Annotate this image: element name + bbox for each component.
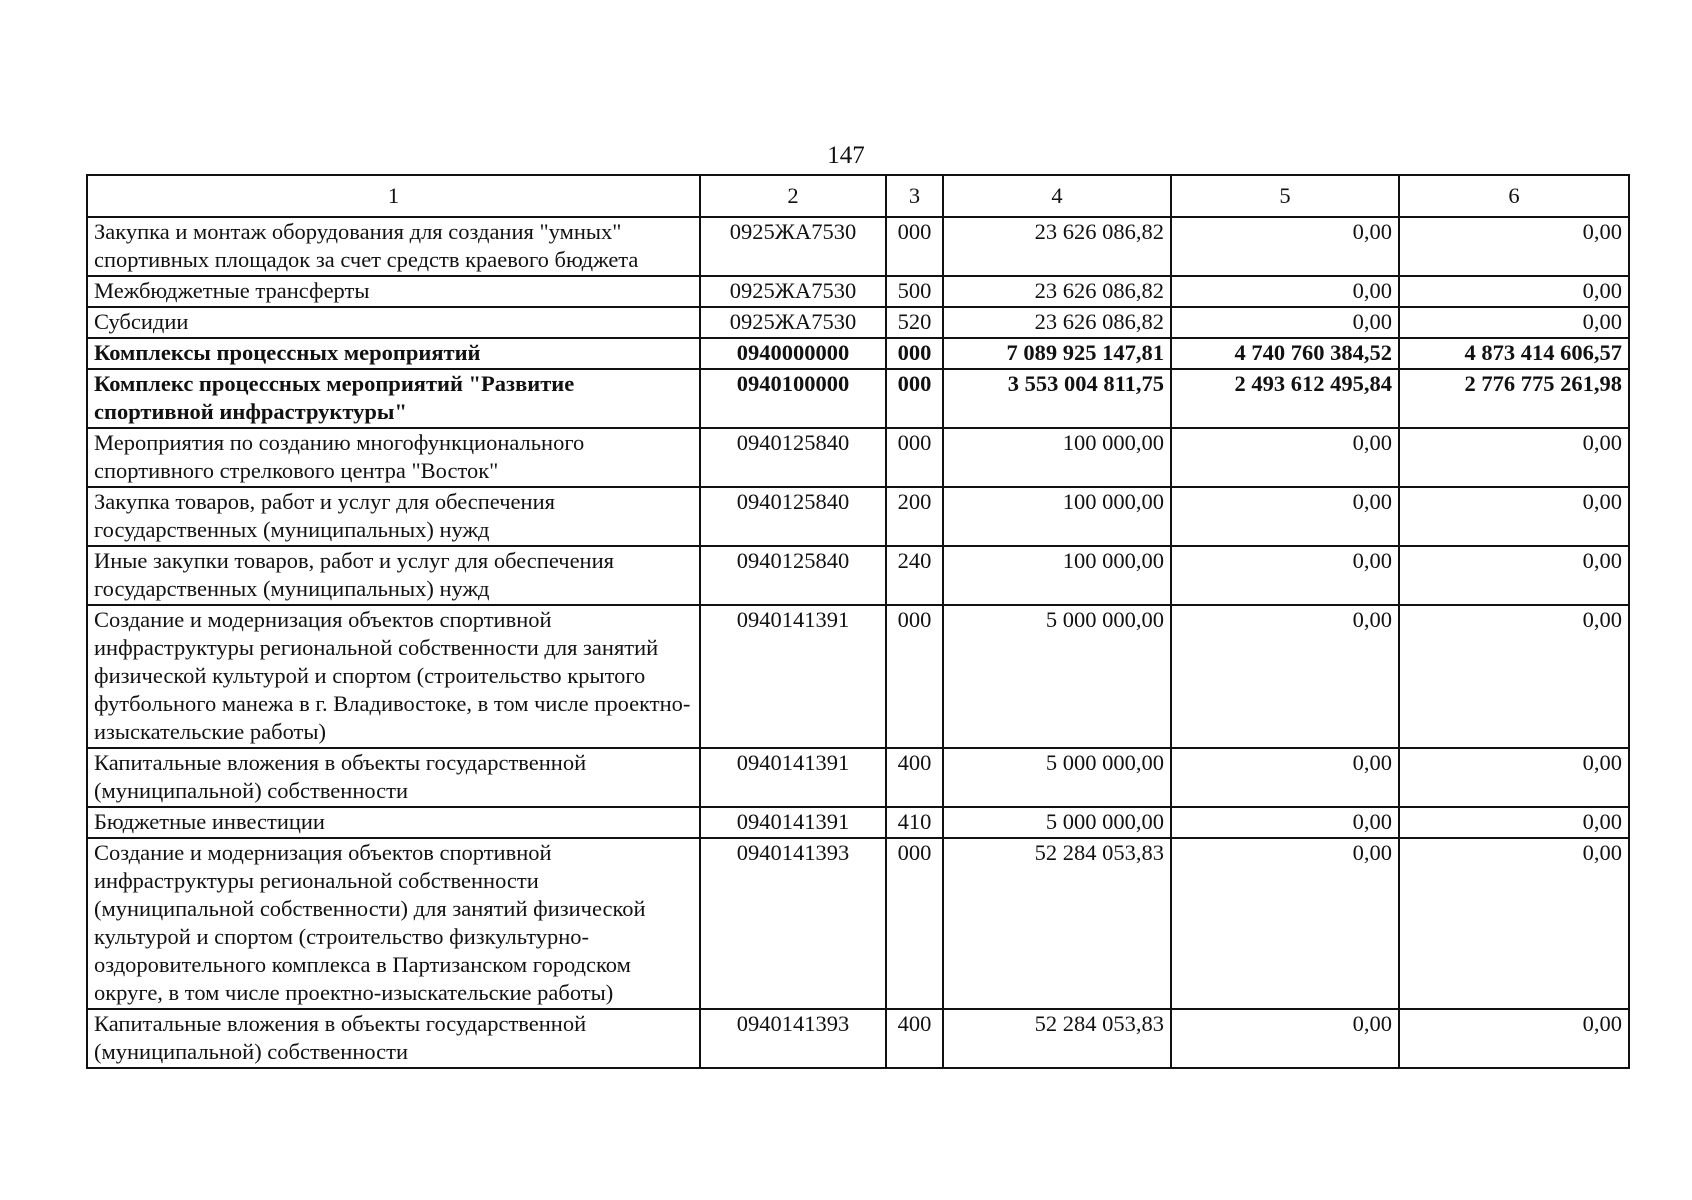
column-number-header-row xyxy=(87,175,1629,217)
row-type-cell: 000 xyxy=(886,217,943,276)
row-type-cell: 200 xyxy=(886,487,943,546)
row-code-cell: 0940125840 xyxy=(700,487,886,546)
column-header-1: 1 xyxy=(87,175,700,217)
row-name-cell: Капитальные вложения в объекты государственной (муниципальной) собственности xyxy=(87,1009,700,1068)
row-value-col5: 0,00 xyxy=(1171,838,1399,1009)
row-name-cell: Создание и модернизация объектов спортивной инфраструктуры региональной собственности (муниципальной собственности) для занятий физической культурой и спортом (строительство физкультурно-оздоровительного комплекса в Партизанском городском округе, в том числе проектно-изыскательские работы) xyxy=(87,838,700,1009)
row-code-cell: 0940141393 xyxy=(700,1009,886,1068)
row-value-col6: 0,00 xyxy=(1399,217,1629,276)
row-type-cell: 400 xyxy=(886,748,943,807)
table-row xyxy=(87,487,1629,546)
row-value-col4: 52 284 053,83 xyxy=(943,838,1171,1009)
budget-table xyxy=(86,174,1630,1069)
row-value-col6: 0,00 xyxy=(1399,605,1629,748)
row-value-col4: 100 000,00 xyxy=(943,487,1171,546)
table-row xyxy=(87,369,1629,428)
row-name-cell: Комплексы процессных мероприятий xyxy=(87,338,700,369)
row-type-cell: 520 xyxy=(886,307,943,338)
row-value-col5: 0,00 xyxy=(1171,1009,1399,1068)
row-value-col4: 5 000 000,00 xyxy=(943,748,1171,807)
row-value-col5: 4 740 760 384,52 xyxy=(1171,338,1399,369)
table-row xyxy=(87,546,1629,605)
row-type-cell: 000 xyxy=(886,838,943,1009)
row-name-cell: Межбюджетные трансферты xyxy=(87,276,700,307)
row-code-cell: 0940000000 xyxy=(700,338,886,369)
table-row xyxy=(87,605,1629,748)
row-value-col5: 2 493 612 495,84 xyxy=(1171,369,1399,428)
row-code-cell: 0940141391 xyxy=(700,807,886,838)
row-name-cell: Комплекс процессных мероприятий "Развитие спортивной инфраструктуры" xyxy=(87,369,700,428)
row-value-col4: 5 000 000,00 xyxy=(943,605,1171,748)
page-number: 147 xyxy=(827,142,865,169)
row-code-cell: 0940141393 xyxy=(700,838,886,1009)
row-code-cell: 0925ЖА7530 xyxy=(700,217,886,276)
row-value-col4: 23 626 086,82 xyxy=(943,217,1171,276)
row-code-cell: 0940100000 xyxy=(700,369,886,428)
table-row xyxy=(87,338,1629,369)
row-name-cell: Создание и модернизация объектов спортивной инфраструктуры региональной собственности для занятий физической культурой и спортом (строительство крытого футбольного манежа в г. Владивостоке, в том числе проектно-изыскательские работы) xyxy=(87,605,700,748)
row-value-col6: 4 873 414 606,57 xyxy=(1399,338,1629,369)
row-value-col4: 23 626 086,82 xyxy=(943,307,1171,338)
table-row xyxy=(87,838,1629,1009)
table-row xyxy=(87,307,1629,338)
column-header-6: 6 xyxy=(1399,175,1629,217)
row-value-col4: 23 626 086,82 xyxy=(943,276,1171,307)
table-row xyxy=(87,217,1629,276)
row-code-cell: 0925ЖА7530 xyxy=(700,307,886,338)
row-value-col6: 0,00 xyxy=(1399,748,1629,807)
column-header-2: 2 xyxy=(700,175,886,217)
table-row xyxy=(87,1009,1629,1068)
row-code-cell: 0925ЖА7530 xyxy=(700,276,886,307)
row-type-cell: 400 xyxy=(886,1009,943,1068)
row-value-col5: 0,00 xyxy=(1171,807,1399,838)
row-value-col6: 2 776 775 261,98 xyxy=(1399,369,1629,428)
row-value-col6: 0,00 xyxy=(1399,307,1629,338)
row-value-col6: 0,00 xyxy=(1399,276,1629,307)
row-value-col6: 0,00 xyxy=(1399,807,1629,838)
row-value-col5: 0,00 xyxy=(1171,307,1399,338)
row-type-cell: 000 xyxy=(886,428,943,487)
row-value-col6: 0,00 xyxy=(1399,1009,1629,1068)
row-value-col6: 0,00 xyxy=(1399,546,1629,605)
row-type-cell: 410 xyxy=(886,807,943,838)
row-value-col6: 0,00 xyxy=(1399,838,1629,1009)
row-value-col5: 0,00 xyxy=(1171,605,1399,748)
row-name-cell: Закупка и монтаж оборудования для создания "умных" спортивных площадок за счет средств краевого бюджета xyxy=(87,217,700,276)
row-value-col4: 100 000,00 xyxy=(943,546,1171,605)
row-name-cell: Иные закупки товаров, работ и услуг для обеспечения государственных (муниципальных) нужд xyxy=(87,546,700,605)
row-code-cell: 0940125840 xyxy=(700,428,886,487)
row-value-col5: 0,00 xyxy=(1171,217,1399,276)
row-code-cell: 0940125840 xyxy=(700,546,886,605)
row-value-col5: 0,00 xyxy=(1171,276,1399,307)
row-type-cell: 000 xyxy=(886,369,943,428)
table-row xyxy=(87,807,1629,838)
table-row xyxy=(87,428,1629,487)
row-type-cell: 500 xyxy=(886,276,943,307)
row-value-col6: 0,00 xyxy=(1399,428,1629,487)
row-name-cell: Капитальные вложения в объекты государственной (муниципальной) собственности xyxy=(87,748,700,807)
row-value-col5: 0,00 xyxy=(1171,487,1399,546)
column-header-4: 4 xyxy=(943,175,1171,217)
row-type-cell: 240 xyxy=(886,546,943,605)
row-value-col6: 0,00 xyxy=(1399,487,1629,546)
table-row xyxy=(87,276,1629,307)
table-row xyxy=(87,748,1629,807)
row-name-cell: Бюджетные инвестиции xyxy=(87,807,700,838)
column-header-5: 5 xyxy=(1171,175,1399,217)
row-value-col4: 52 284 053,83 xyxy=(943,1009,1171,1068)
row-value-col4: 100 000,00 xyxy=(943,428,1171,487)
row-value-col5: 0,00 xyxy=(1171,428,1399,487)
row-value-col4: 5 000 000,00 xyxy=(943,807,1171,838)
row-name-cell: Мероприятия по созданию многофункционального спортивного стрелкового центра "Восток" xyxy=(87,428,700,487)
row-value-col5: 0,00 xyxy=(1171,748,1399,807)
column-header-3: 3 xyxy=(886,175,943,217)
row-code-cell: 0940141391 xyxy=(700,748,886,807)
table-body xyxy=(87,217,1629,1068)
row-name-cell: Субсидии xyxy=(87,307,700,338)
row-value-col4: 7 089 925 147,81 xyxy=(943,338,1171,369)
row-value-col5: 0,00 xyxy=(1171,546,1399,605)
row-type-cell: 000 xyxy=(886,338,943,369)
row-code-cell: 0940141391 xyxy=(700,605,886,748)
row-value-col4: 3 553 004 811,75 xyxy=(943,369,1171,428)
row-type-cell: 000 xyxy=(886,605,943,748)
row-name-cell: Закупка товаров, работ и услуг для обеспечения государственных (муниципальных) нужд xyxy=(87,487,700,546)
